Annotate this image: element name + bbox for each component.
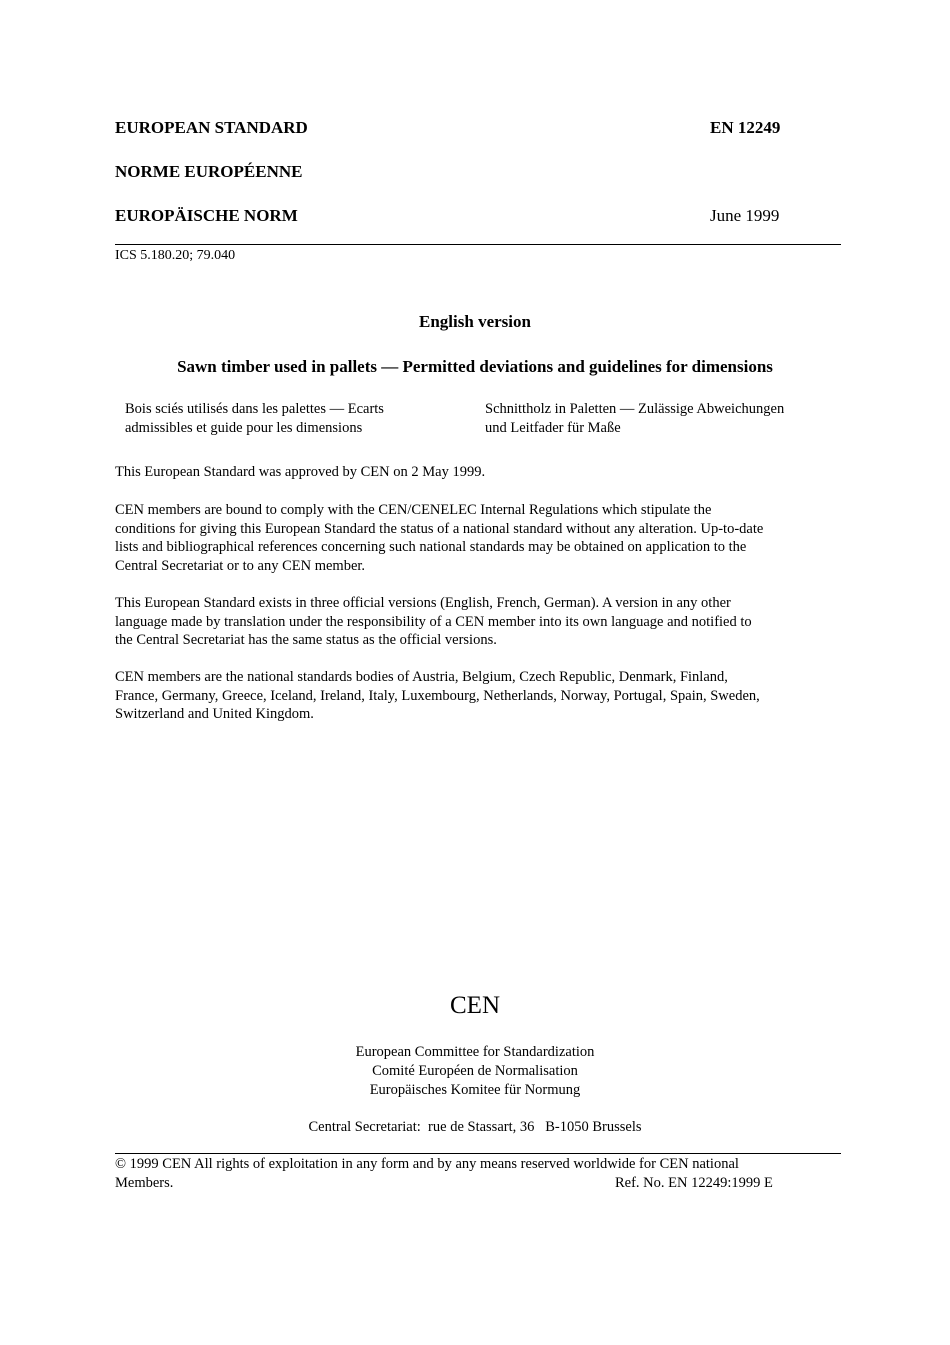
title-german-translation	[485, 400, 784, 438]
copyright-line-2: Members.	[115, 1175, 174, 1191]
publication-date: June 1999	[710, 206, 780, 225]
versions-paragraph	[115, 594, 841, 650]
title-french-translation	[125, 400, 384, 438]
title-french-line: Bois sciés utilisés dans les palettes — Ecarts	[125, 401, 384, 417]
paragraph-line: the Central Secretariat has the same status as the official versions.	[115, 632, 497, 649]
paragraph-line: language made by translation under the responsibility of a CEN member into its own language and notified to	[115, 613, 752, 630]
paragraph-line: CEN members are bound to comply with the CEN/CENELEC Internal Regulations which stipulate the	[115, 502, 712, 518]
ics-code: ICS 5.180.20; 79.040	[115, 248, 236, 263]
copyright-line-1: © 1999 CEN All rights of exploitation in any form and by any means reserved worldwide for CEN national	[115, 1156, 739, 1172]
footer-rule	[115, 1153, 841, 1154]
title-french: NORME EUROPÉENNE	[115, 162, 303, 181]
version-label: English version	[419, 312, 531, 331]
cen-name-french: Comité Européen de Normalisation	[372, 1063, 578, 1079]
title-german: EUROPÄISCHE NORM	[115, 206, 298, 225]
title-english: EUROPEAN STANDARD	[115, 118, 308, 137]
paragraph-line: conditions for giving this European Standard the status of a national standard without any alteration. Up-to-date	[115, 520, 764, 537]
cen-secretariat-address: Central Secretariat: rue de Stassart, 36 B-1050 Brussels	[308, 1119, 642, 1135]
paragraph-line: Central Secretariat or to any CEN member.	[115, 558, 366, 575]
reference-number: Ref. No. EN 12249:1999 E	[615, 1175, 773, 1191]
paragraph-line: This European Standard exists in three official versions (English, French, German). A version in any other	[115, 595, 731, 611]
title-german-line: und Leitfader für Maße	[485, 420, 621, 436]
cen-logo-text: CEN	[450, 992, 500, 1019]
standard-number: EN 12249	[710, 118, 781, 137]
paragraph-line: France, Germany, Greece, Iceland, Ireland, Italy, Luxembourg, Netherlands, Norway, Portugal, Spain, Sweden,	[115, 687, 760, 704]
regulations-paragraph	[115, 501, 841, 576]
cen-name-german: Europäisches Komitee für Normung	[369, 1082, 581, 1098]
cen-name-english: European Committee for Standardization	[355, 1044, 595, 1060]
paragraph-line: CEN members are the national standards bodies of Austria, Belgium, Czech Republic, Denmark, Finland,	[115, 669, 728, 685]
approval-paragraph	[115, 463, 841, 482]
paragraph-line: This European Standard was approved by CEN on 2 May 1999.	[115, 464, 486, 480]
header-rule	[115, 244, 841, 245]
title-french-line: admissibles et guide pour les dimensions	[125, 420, 363, 436]
paragraph-line: lists and bibliographical references concerning such national standards may be obtained on application to the	[115, 539, 747, 556]
paragraph-line: Switzerland and United Kingdom.	[115, 706, 314, 723]
main-title: Sawn timber used in pallets — Permitted deviations and guidelines for dimensions	[177, 357, 773, 376]
title-german-line: Schnittholz in Paletten — Zulässige Abweichungen	[485, 401, 785, 417]
members-paragraph	[115, 668, 841, 724]
